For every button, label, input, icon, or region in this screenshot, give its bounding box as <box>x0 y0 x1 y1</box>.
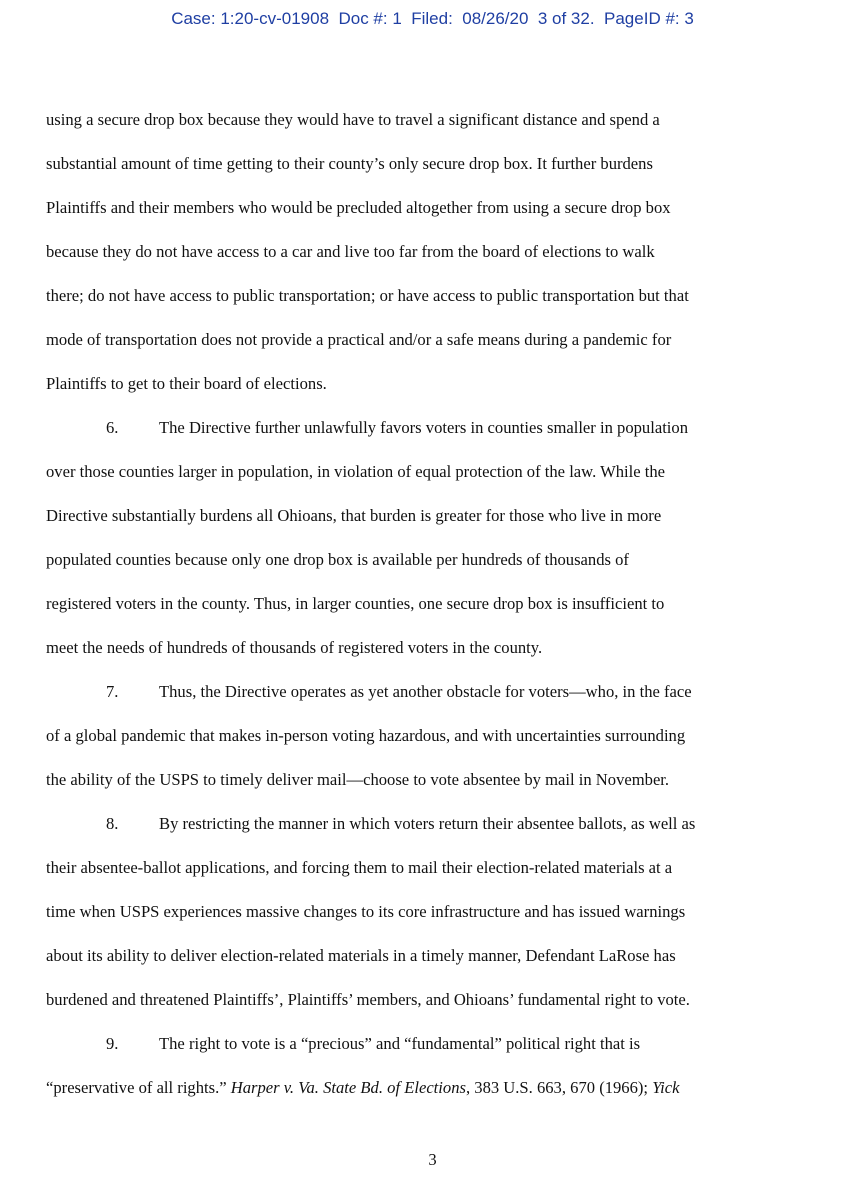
text-line: there; do not have access to public transportation; or have access to public transportation but that <box>46 286 689 305</box>
text-line: The right to vote is a “precious” and “fundamental” political right that is <box>159 1034 641 1053</box>
text-line: registered voters in the county. Thus, in larger counties, one secure drop box is insufficient to <box>46 594 665 613</box>
text-line: because they do not have access to a car and live too far from the board of elections to walk <box>46 242 655 261</box>
paragraph-9-first-line <box>46 1022 826 1066</box>
text-line: meet the needs of hundreds of thousands of registered voters in the county. <box>46 638 543 657</box>
text-line: By restricting the manner in which voters return their absentee ballots, as well as <box>159 814 696 833</box>
paragraph-number: 7. <box>106 682 119 701</box>
text-line: their absentee-ballot applications, and forcing them to mail their election-related materials at a <box>46 858 673 877</box>
text-line: of a global pandemic that makes in-person voting hazardous, and with uncertainties surrounding <box>46 726 686 745</box>
text-line: over those counties larger in population, in violation of equal protection of the law. While the <box>46 462 666 481</box>
text-line: Plaintiffs and their members who would be precluded altogether from using a secure drop box <box>46 198 671 217</box>
paragraph-number: 8. <box>106 814 119 833</box>
text-segment: , 383 U.S. 663, 670 (1966); <box>465 1078 653 1097</box>
text-line: the ability of the USPS to timely deliver mail—choose to vote absentee by mail in November. <box>46 770 670 789</box>
text-line: burdened and threatened Plaintiffs’, Plaintiffs’ members, and Ohioans’ fundamental right to vote. <box>46 990 690 1009</box>
case-citation: Harper v. Va. State Bd. of Elections <box>230 1078 466 1097</box>
case-citation: Yick <box>652 1078 680 1097</box>
paragraph-9-citation-line <box>46 1066 826 1110</box>
paragraph-7-first-line <box>46 670 826 714</box>
text-segment: “preservative of all rights.” <box>46 1078 231 1097</box>
case-header: Case: 1:20-cv-01908 Doc #: 1 Filed: 08/26/20 3 of 32. PageID #: 3 <box>171 9 694 28</box>
text-line: Thus, the Directive operates as yet another obstacle for voters—who, in the face <box>159 682 692 701</box>
text-line: populated counties because only one drop box is available per hundreds of thousands of <box>46 550 629 569</box>
text-line: Directive substantially burdens all Ohioans, that burden is greater for those who live in more <box>46 506 662 525</box>
text-line: Plaintiffs to get to their board of elections. <box>46 374 327 393</box>
document-body <box>46 98 826 1110</box>
text-line: time when USPS experiences massive changes to its core infrastructure and has issued warnings <box>46 902 686 921</box>
text-line: substantial amount of time getting to their county’s only secure drop box. It further burdens <box>46 154 653 173</box>
text-line: The Directive further unlawfully favors voters in counties smaller in population <box>159 418 689 437</box>
paragraph-number: 9. <box>106 1034 119 1053</box>
text-line: mode of transportation does not provide a practical and/or a safe means during a pandemic for <box>46 330 672 349</box>
paragraph-6-first-line <box>46 406 826 450</box>
text-line: using a secure drop box because they would have to travel a significant distance and spend a <box>46 110 660 129</box>
page-number: 3 <box>428 1150 437 1169</box>
text-line: about its ability to deliver election-related materials in a timely manner, Defendant LaRose has <box>46 946 676 965</box>
paragraph-8-first-line <box>46 802 826 846</box>
paragraph-number: 6. <box>106 418 119 437</box>
